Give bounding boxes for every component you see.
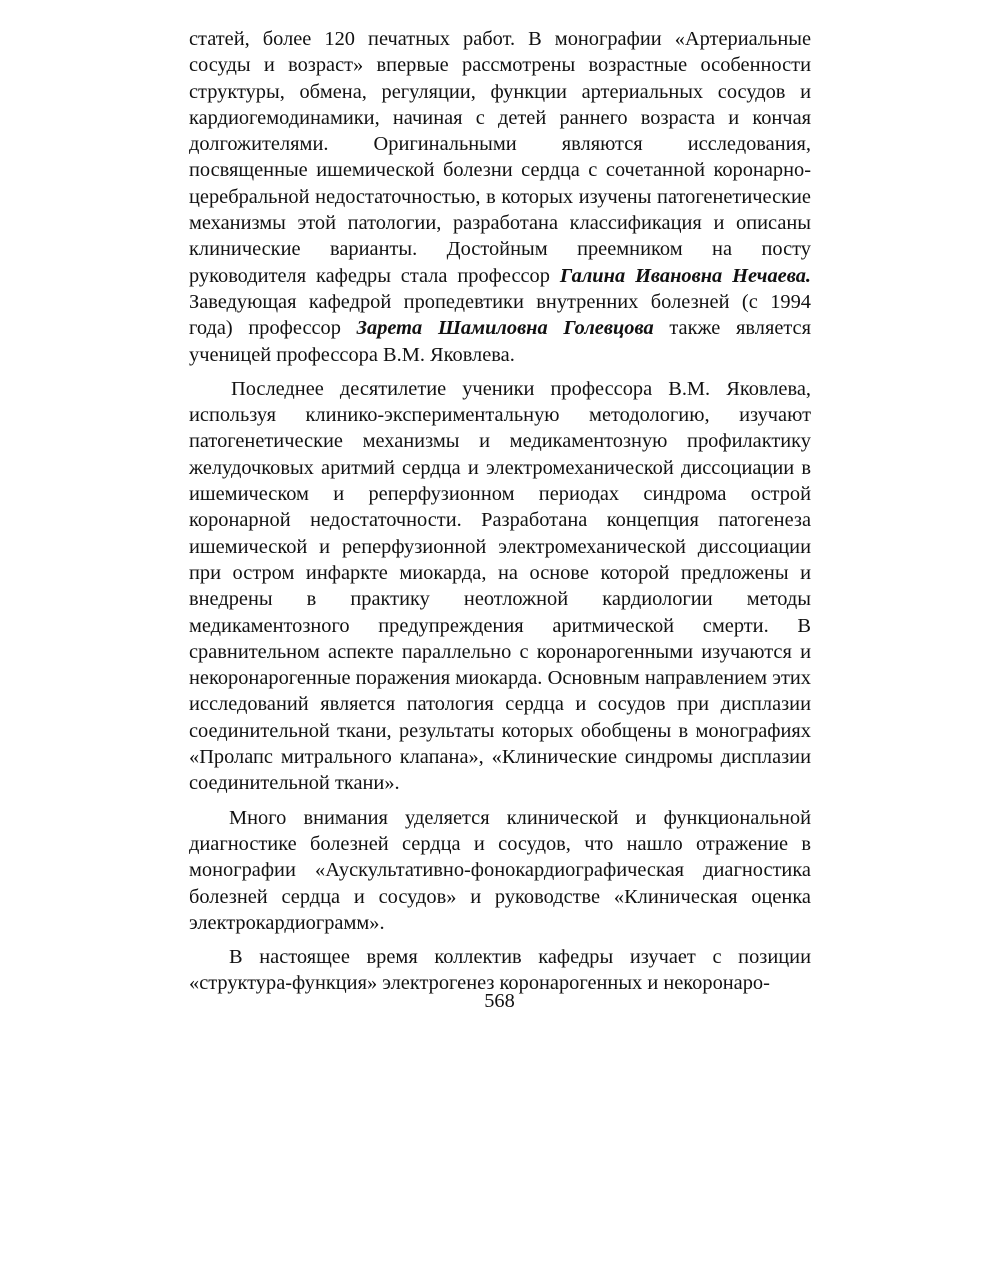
paragraph-1-text-b: Заведующая кафедрой пропедевтики внутренних болезней (с 1994 года) профессор — [189, 290, 811, 340]
page-number: 568 — [484, 990, 515, 1012]
paragraph-1 — [189, 26, 811, 368]
paragraph-1-text-a: статей, более 120 печатных работ. В монографии «Артериальные сосуды и возраст» впервые рассмотрены возрастные особенности структуры, обмена, регуляции, функции артериальных сосудов и кардиогемодинамики, начиная с детей раннего возраста и кончая долгожителями. Оригинальными являются исследования, посвященные ишемической болезни сердца с сочетанной коронарно-церебральной недостаточностью, в которых изучены патогенетические механизмы этой патологии, разработана классификация и описаны клинические варианты. Достойным преемником на посту руководителя кафедры стала профессор — [189, 28, 811, 287]
paragraph-3: Много внимания уделяется клинической и функциональной диагностике болезней сердца и сосудов, что нашло отражение в монографии «Аускультативно-фонокардиографическая диагностика болезней сердца и сосудов» и руководстве «Клиническая оценка электрокардиограмм». — [189, 806, 811, 934]
paragraph-1-text-c: также является ученицей профессора В.М. Яковлева. — [189, 317, 811, 366]
name-golevtsova: Зарета Шамиловна Голевцова — [356, 317, 654, 340]
page-body — [189, 26, 811, 1005]
paragraph-4: В настоящее время коллектив кафедры изучает с позиции «структура-функция» электрогенез коронарогенных и некоронаро- — [189, 946, 811, 995]
name-nechaeva: Галина Ивановна Нечаева. — [559, 264, 811, 287]
paragraph-2: Последнее десятилетие ученики профессора В.М. Яковлева, используя клинико-экспериментальную методологию, изучают патогенетические механизмы и медикаментозную профилактику желудочковых аритмий сердца и электромеханической диссоциации в ишемическом и реперфузионном периодах синдрома острой коронарной недостаточности. Разработана концепция патогенеза ишемической и реперфузионной электромеханической диссоциации при остром инфаркте миокарда, на основе которой предложены и внедрены в практику неотложной кардиологии методы медикаментозного предупреждения аритмической смерти. В сравнительном аспекте параллельно с коронарогенными изучаются и некоронарогенные поражения миокарда. Основным направлением этих исследований является патология сердца и сосудов при дисплазии соединительной ткани, результаты которых обобщены в монографиях «Пролапс митрального клапана», «Клинические синдромы дисплазии соединительной ткани». — [189, 377, 811, 795]
